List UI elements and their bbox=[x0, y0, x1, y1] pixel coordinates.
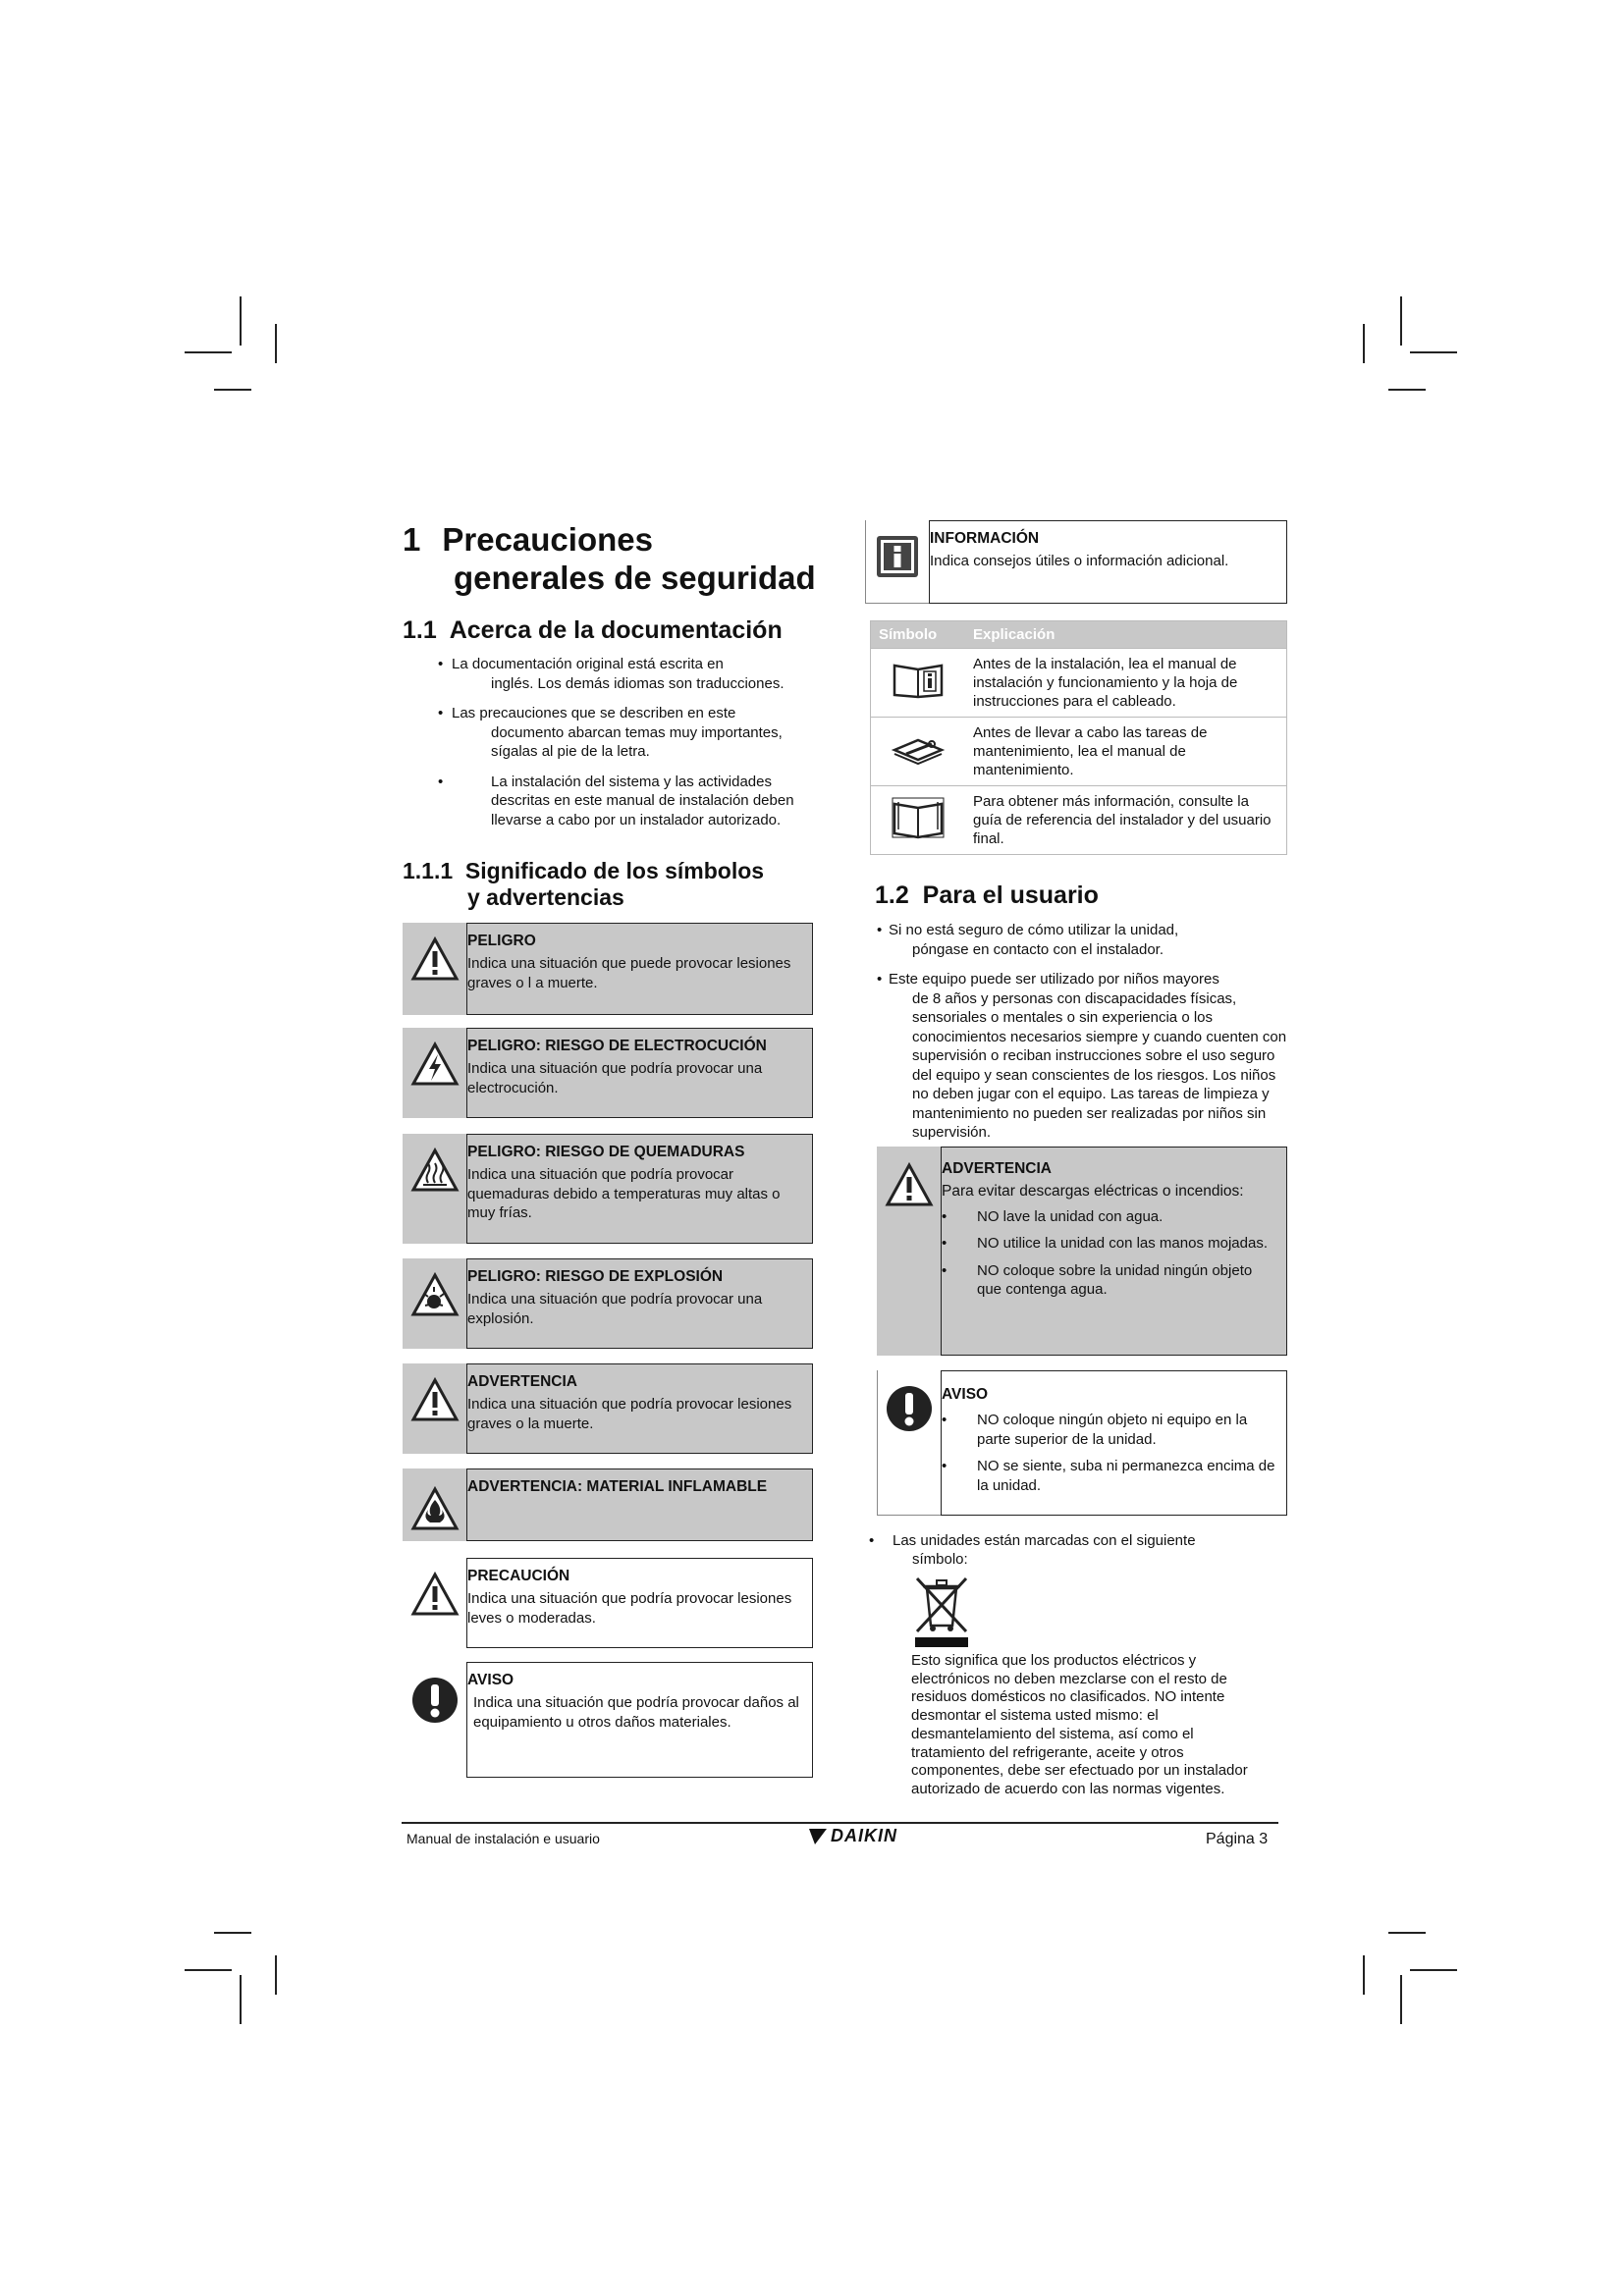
table-row bbox=[871, 649, 1287, 718]
advertencia-box: ADVERTENCIA Para evitar descargas eléctricas o incendios: • NO lave la unidad con agua. • NO utilice la unidad con las manos mojadas. • NO coloque sobre la unidad ningún objeto que contenga agua. bbox=[877, 1147, 1287, 1356]
daikin-logo: DAIKIN bbox=[807, 1826, 897, 1846]
explosion-icon bbox=[403, 1258, 466, 1349]
section-title-line1: Precauciones bbox=[442, 521, 653, 558]
user-list bbox=[869, 921, 1291, 1153]
warning-triangle-icon bbox=[403, 923, 466, 1015]
daikin-logo-icon bbox=[807, 1827, 829, 1846]
heading-1-1: 1.1 Acerca de la documentación bbox=[403, 616, 783, 644]
heading-1-2: 1.2 Para el usuario bbox=[875, 881, 1099, 909]
maintenance-manual-icon bbox=[871, 718, 966, 786]
crop-mark bbox=[240, 1975, 242, 2024]
list-item: • Este equipo puede ser utilizado por niños mayores de 8 años y personas con discapacidades físicas, sensoriales o mentales o sin experiencia o los conocimientos necesarios siempre y cuando cuenten con supervisión o reciban instrucciones sobre el uso seguro del equipo y sean conscientes de los riesgos. Los niños no deben jugar con el equipo. Las tareas de limpieza y mantenimiento no pueden ser realizadas por niños sin supervisión. bbox=[877, 971, 1287, 1141]
page-number: Página 3 bbox=[1206, 1831, 1269, 1847]
aviso-box: AVISO • NO coloque ningún objeto ni equipo en la parte superior de la unidad. • NO se siente, suba ni permanezca encima de la unidad. bbox=[877, 1370, 1287, 1516]
hot-surface-icon bbox=[403, 1134, 466, 1244]
list-item: • NO coloque ningún objeto ni equipo en la parte superior de la unidad. bbox=[942, 1412, 1248, 1448]
info-icon bbox=[865, 520, 929, 604]
exclamation-circle-icon bbox=[877, 1370, 941, 1516]
electric-shock-icon bbox=[403, 1028, 466, 1118]
list-item: • NO utilice la unidad con las manos mojadas. bbox=[942, 1235, 1268, 1252]
doc-list bbox=[430, 655, 823, 840]
open-book-icon bbox=[871, 786, 966, 855]
table-cell: Para obtener más información, consulte la guía de referencia del instalador y del usuario final. bbox=[965, 786, 1287, 855]
crop-mark bbox=[1363, 324, 1365, 363]
footer-rule bbox=[402, 1822, 1278, 1824]
info-box: INFORMACIÓN Indica consejos útiles o información adicional. bbox=[865, 520, 1287, 604]
warning-electrocucion: PELIGRO: RIESGO DE ELECTROCUCIÓN Indica una situación que podría provocar una electrocución. bbox=[403, 1028, 813, 1118]
info-book-icon bbox=[871, 649, 966, 718]
warning-peligro: PELIGRO Indica una situación que puede provocar lesiones graves o l a muerte. bbox=[403, 923, 813, 1015]
list-item: • NO se siente, suba ni permanezca encima de la unidad. bbox=[942, 1458, 1275, 1494]
table-row bbox=[871, 786, 1287, 855]
warning-precaucion: PRECAUCIÓN Indica una situación que podría provocar lesiones leves o moderadas. bbox=[403, 1558, 813, 1648]
warning-triangle-icon bbox=[403, 1363, 466, 1454]
flammable-icon bbox=[403, 1468, 466, 1541]
warning-advertencia: ADVERTENCIA Indica una situación que podría provocar lesiones graves o la muerte. bbox=[403, 1363, 813, 1454]
crop-mark bbox=[1410, 1969, 1457, 1971]
marking-text: • Las unidades están marcadas con el siguiente símbolo: bbox=[869, 1532, 1196, 1568]
list-item: • La documentación original está escrita en inglés. Los demás idiomas son traducciones. bbox=[438, 656, 785, 692]
heading-1-1-1: 1.1.1 Significado de los símbolos y advertencias bbox=[403, 858, 765, 910]
section-number: 1 bbox=[403, 521, 421, 558]
crop-mark bbox=[214, 1932, 251, 1934]
crossed-bin-icon bbox=[913, 1575, 970, 1649]
warning-quemaduras: PELIGRO: RIESGO DE QUEMADURAS Indica una situación que podría provocar quemaduras debido a temperaturas muy altas o muy frías. bbox=[403, 1134, 813, 1244]
list-item: • Las precauciones que se describen en este documento abarcan temas muy importantes, sígalas al pie de la letra. bbox=[438, 705, 783, 760]
symbol-table bbox=[870, 620, 1287, 855]
table-header-explanation: Explicación bbox=[965, 621, 1287, 649]
warning-explosion: PELIGRO: RIESGO DE EXPLOSIÓN Indica una situación que podría provocar una explosión. bbox=[403, 1258, 813, 1349]
crop-mark bbox=[214, 389, 251, 391]
table-row bbox=[871, 718, 1287, 786]
table-header-symbol: Símbolo bbox=[871, 621, 966, 649]
warning-aviso: AVISO Indica una situación que podría provocar daños al equipamiento u otros daños materiales. bbox=[403, 1662, 813, 1778]
exclamation-circle-icon bbox=[403, 1662, 466, 1778]
list-item: • NO coloque sobre la unidad ningún objeto que contenga agua. bbox=[942, 1261, 1253, 1298]
table-cell: Antes de la instalación, lea el manual de instalación y funcionamiento y la hoja de instrucciones para el cableado. bbox=[965, 649, 1287, 718]
crop-mark bbox=[185, 1969, 232, 1971]
warning-inflamable: ADVERTENCIA: MATERIAL INFLAMABLE bbox=[403, 1468, 813, 1541]
crop-mark bbox=[185, 351, 232, 353]
crop-mark bbox=[275, 324, 277, 363]
crop-mark bbox=[1388, 1932, 1426, 1934]
section-title-line2: generales de seguridad bbox=[454, 560, 816, 596]
list-item: • NO lave la unidad con agua. bbox=[942, 1207, 1164, 1225]
crop-mark bbox=[1410, 351, 1457, 353]
list-item: • Si no está seguro de cómo utilizar la unidad, póngase en contacto con el instalador. bbox=[877, 922, 1179, 958]
crop-mark bbox=[240, 296, 242, 346]
list-item: • La instalación del sistema y las actividades descritas en este manual de instalación deben llevarse a cabo por un instalador autorizado. bbox=[438, 773, 794, 828]
section-title bbox=[403, 520, 835, 597]
warning-triangle-icon bbox=[403, 1558, 466, 1648]
crop-mark bbox=[1388, 389, 1426, 391]
crop-mark bbox=[1400, 296, 1402, 346]
crop-mark bbox=[1400, 1975, 1402, 2024]
footer-left: Manual de instalación e usuario bbox=[406, 1831, 600, 1846]
table-cell: Antes de llevar a cabo las tareas de mantenimiento, lea el manual de mantenimiento. bbox=[965, 718, 1287, 786]
crop-mark bbox=[1363, 1955, 1365, 1995]
warning-triangle-icon bbox=[877, 1147, 941, 1356]
weee-text: Esto significa que los productos eléctricos y electrónicos no deben mezclarse con el resto de residuos domésticos no clasificados. NO intente desmontar el sistema usted mismo: el desmantelamiento del sistema, así como el tratamiento del refrigerante, aceite y otros componentes, debe ser efectuado por un instalador autorizado de acuerdo con las normas vigentes. bbox=[911, 1652, 1248, 1797]
crop-mark bbox=[275, 1955, 277, 1995]
